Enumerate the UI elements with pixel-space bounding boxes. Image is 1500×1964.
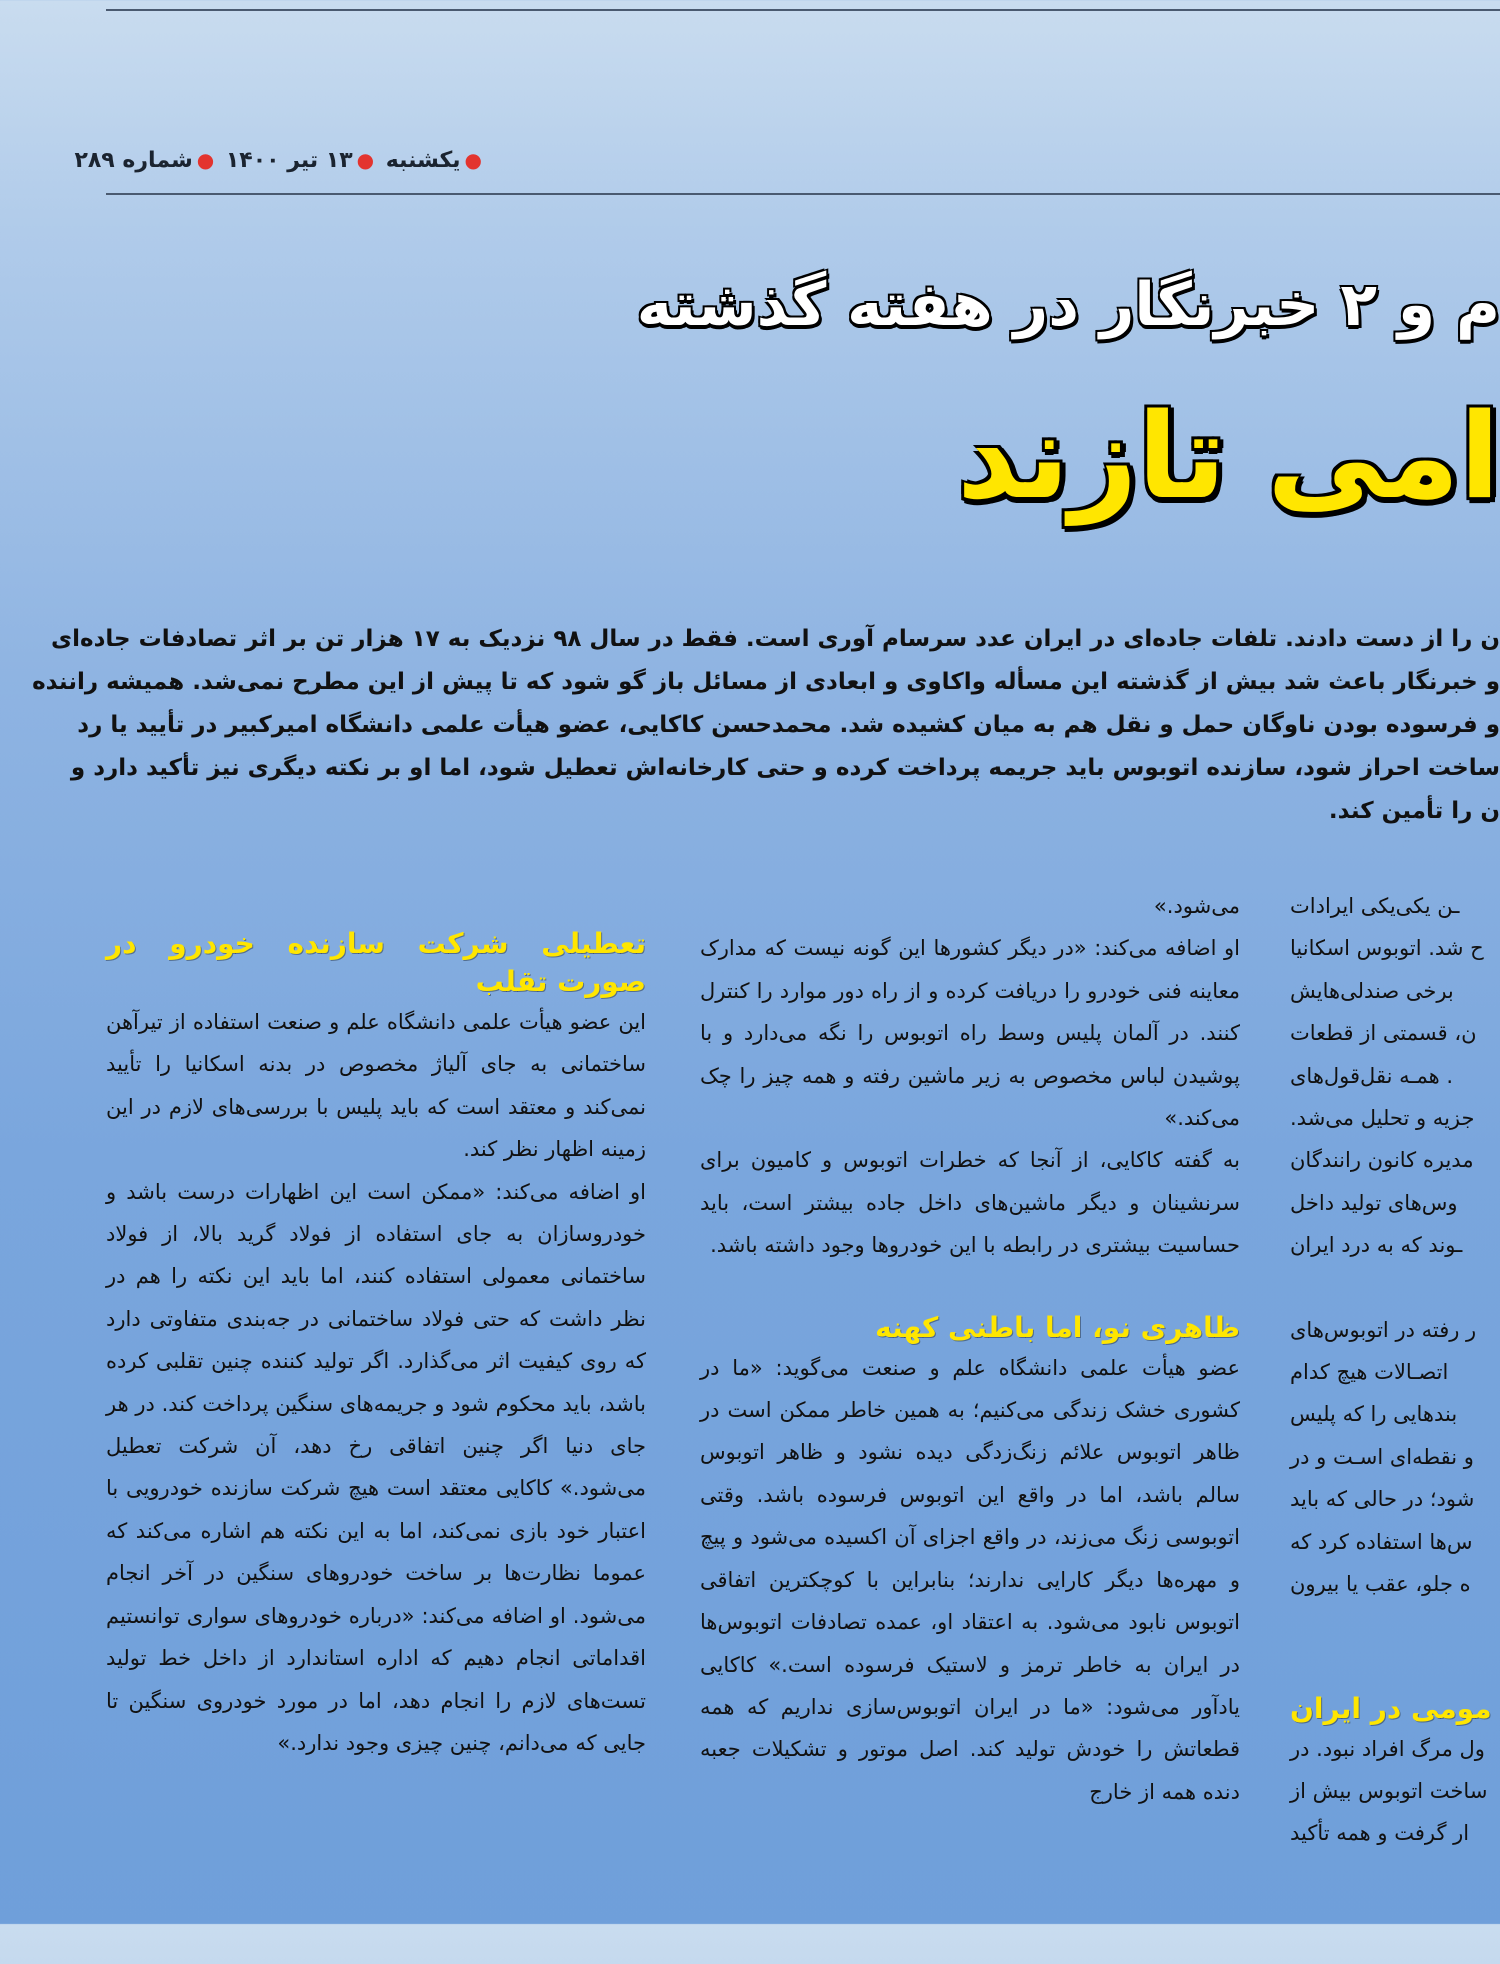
column-line: ر رفته در اتوبوس‌های xyxy=(1290,1317,1477,1342)
paragraph: عضو هیأت علمی دانشگاه علم و صنعت می‌گوید: «ما در کشوری خشک زندگی می‌کنیم؛ به همین خاطر ممکن است در ظاهر اتوبوس علائم زنگ‌زدگی دیده نشود و ظاهر اتوبوس سالم باشد، اما در واقع این اتوبوس فرسوده باشد. وقتی اتوبوسی زنگ می‌زند، در واقع اجزای آن اکسیده می‌شود و پیچ و مهره‌ها دیگر کارایی ندارند؛ بنابراین با کوچکترین اتفاقی اتوبوس نابود می‌شود. به اعتقاد او، عمده تصادفات اتوبوس‌ها در ایران به خاطر ترمز و لاستیک فرسوده است.» کاکایی یادآور می‌شود: «ما در ایران اتوبوس‌سازی نداریم که همه قطعاتش را خودش تولید کند. اصل موتور و تشکیلات جعبه دنده همه از خارج xyxy=(700,1355,1240,1804)
dateline-issue: شماره ۲۸۹ xyxy=(74,148,193,173)
column-line: و نقطه‌ای اسـت و در xyxy=(1290,1444,1474,1469)
lead-line: ن را تأمین کند. xyxy=(1328,798,1500,824)
column-line: ن، قسمتی از قطعات xyxy=(1290,1021,1477,1046)
lead-line: و خبرنگار باعث شد بیش از گذشته این مسأله واکاوی و ابعادی از مسائل باز گو شود که تا پیش از این مطرح نمی‌شد. همیشه راننده xyxy=(32,669,1500,695)
section-heading: ظاهری نو، اما باطنی کهنه xyxy=(875,1310,1240,1344)
paragraph: او اضافه می‌کند: «ممکن است این اظهارات درست باشد و خودروسازان به جای استفاده از فولاد گرید بالا، از فولاد ساختمانی معمولی استفاده کنند، اما باید این نکته را هم در نظر داشت که حتی فولاد ساختمانی در جه‌بندی متفاوتی دارد که روی کیفیت اثر می‌گذارد. اگر تولید کننده چنین تقلبی کرده باشد، باید محکوم شود و جریمه‌های سنگین پرداخت کند. در هر جای دنیا اگر چنین اتفاقی رخ دهد، آن شرکت تعطیل می‌شود.» کاکایی معتقد است هیچ شرکت سازنده خودرویی با اعتبار خود بازی نمی‌کند، اما به این نکته هم اشاره می‌کند که عموما نظارت‌ها بر ساخت خودروهای سنگین در آخر انجام می‌شود. او اضافه می‌کند: «درباره خودروهای سواری توانستیم اقداماتی انجام دهیم که اداره استاندارد از داخل خط تولید تست‌های لازم را انجام دهد، اما در مورد خودروی سنگین تا جایی که می‌دانم، چنین چیزی وجود ندارد.» xyxy=(106,1179,646,1755)
column-line: ـن یکی‌یکی ایرادات xyxy=(1290,894,1460,918)
bullet-icon: ● xyxy=(196,148,215,172)
section-heading: تعطیلی شرکت سازنده خودرو در صورت تقلب xyxy=(106,927,646,998)
column-left xyxy=(106,925,646,1964)
column-line: ول مرگ افراد نبود. در xyxy=(1290,1736,1485,1761)
column-line: ه جلو، عقب یا بیرون xyxy=(1290,1572,1471,1597)
column-middle xyxy=(700,885,1240,1924)
column-line: . همـه نقل‌قول‌های xyxy=(1290,1063,1454,1088)
column-line: ساخت اتوبوس بیش از xyxy=(1290,1778,1488,1803)
header-rule xyxy=(106,193,1500,195)
column-line: جزیه و تحلیل می‌شد. xyxy=(1290,1106,1475,1131)
paragraph: می‌شود.» xyxy=(1153,894,1240,918)
column-line: س‌ها استفاده کرد که xyxy=(1290,1529,1473,1554)
column-line: اتصـالات هیچ کدام xyxy=(1290,1360,1449,1385)
lead-line: ساخت احراز شود، سازنده اتوبوس باید جریمه پرداخت کرده و حتی کارخانه‌اش تعطیل شود، اما او بر نکته دیگری نیز تأکید دارد و xyxy=(70,755,1500,781)
column-line: مدیره کانون رانندگان xyxy=(1290,1148,1474,1173)
paragraph: این عضو هیأت علمی دانشگاه علم و صنعت استفاده از تیرآهن ساختمانی به جای آلیاژ مخصوص در بدنه اسکانیا را تأیید نمی‌کند و معتقد است که باید پلیس با بررسی‌های لازم در این زمینه اظهار نظر کند. xyxy=(106,1010,646,1162)
lead-line: ن را از دست دادند. تلفات جاده‌ای در ایران عدد سرسام آوری است. فقط در سال ۹۸ نزدیک به ۱۷ هزار تن بر اثر تصادفات جاده‌ای xyxy=(51,626,1500,652)
column-line: ـوند که به درد ایران xyxy=(1290,1233,1463,1258)
bullet-icon: ● xyxy=(464,148,482,172)
column-line: ح شد. اتوبوس اسکانیا xyxy=(1290,936,1484,961)
column-line: بندهایی را که پلیس xyxy=(1290,1402,1458,1427)
headline-kicker: م و ۲ خبرنگار در هفته گذشته xyxy=(636,270,1500,340)
column-line: ار گرفت و همه تأکید xyxy=(1290,1821,1470,1846)
top-rule xyxy=(106,9,1500,11)
dateline-date: ۱۳ تیر ۱۴۰۰ xyxy=(225,148,353,173)
column-right xyxy=(1290,885,1500,1924)
column-line: وس‌های تولید داخل xyxy=(1290,1190,1458,1215)
paragraph: به گفته کاکایی، از آنجا که خطرات اتوبوس و کامیون برای سرنشینان و دیگر ماشین‌های داخل جاده بیشتر است، باید حساسیت بیشتری در رابطه با این خودروها وجود داشته باشد. xyxy=(700,1148,1240,1258)
column-line: شود؛ در حالی که باید xyxy=(1290,1487,1475,1512)
dateline xyxy=(74,148,486,173)
headline: امی تازند xyxy=(957,387,1500,525)
bullet-icon: ● xyxy=(356,148,375,172)
column-line: برخی صندلی‌هایش xyxy=(1290,978,1454,1003)
lead-paragraph xyxy=(32,618,1500,840)
paragraph: او اضافه می‌کند: «در دیگر کشورها این گونه نیست که مدارک معاینه فنی خودرو را دریافت کرده و از راه دور موارد را کنترل کنند. در آلمان پلیس وسط راه اتوبوس را نگه می‌دارد و با پوشیدن لباس مخصوص به زیر ماشین رفته و همه چیز را چک می‌کند.» xyxy=(700,936,1240,1131)
section-heading: مومی در ایران xyxy=(1290,1691,1492,1725)
lead-line: و فرسوده بودن ناوگان حمل و نقل هم به میان کشیده شد. محمدحسن کاکایی، عضو هیأت علمی دانشگاه امیرکبیر در تأیید یا رد xyxy=(77,712,1500,738)
dateline-day: یکشنبه xyxy=(385,148,461,173)
